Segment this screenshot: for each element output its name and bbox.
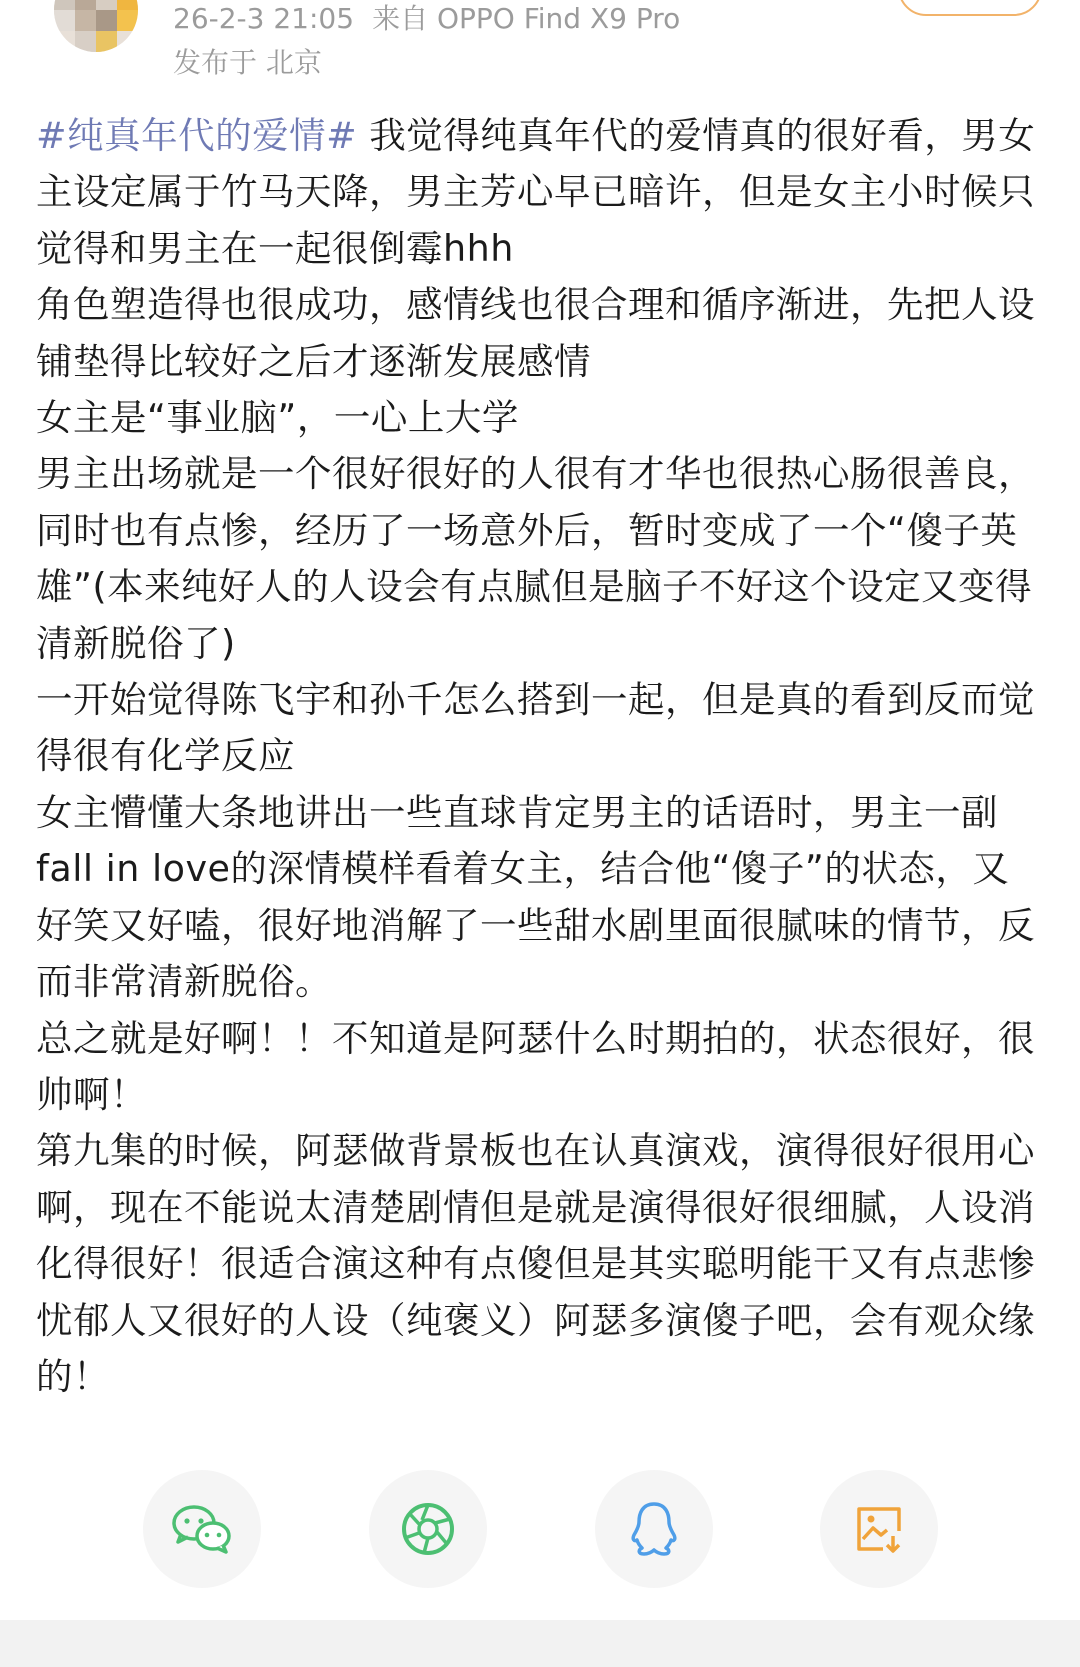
qq-icon [630, 1500, 678, 1558]
share-bar [0, 1470, 1080, 1588]
moments-icon [400, 1501, 456, 1557]
post-paragraph: 一开始觉得陈飞宇和孙千怎么搭到一起，但是真的看到反而觉得很有化学反应 [36, 678, 1035, 778]
post-meta [173, 2, 680, 36]
share-moments-button[interactable] [369, 1470, 487, 1588]
post-source: 来自 OPPO Find X9 Pro [372, 2, 681, 35]
post-paragraph-text: 我觉得纯真年代的爱情真的很好看，男女主设定属于竹马天降，男主芳心早已暗许，但是女主小时候只觉得和男主在一起很倒霉hhh [36, 114, 1036, 270]
post-paragraph: 女主懵懂大条地讲出一些直球肯定男主的话语时，男主一副fall in love的深情模样看着女主，结合他“傻子”的状态，又好笑又好嗑，很好地消解了一些甜水剧里面很腻味的情节，反而非常清新脱俗。 [36, 790, 1035, 1004]
bottom-divider [0, 1620, 1080, 1667]
post-paragraph: 总之就是好啊！！不知道是阿瑟什么时期拍的，状态很好，很帅啊！ [36, 1016, 1035, 1116]
post-paragraph [36, 108, 1046, 277]
share-qq-button[interactable] [595, 1470, 713, 1588]
post-paragraph: 男主出场就是一个很好很好的人很有才华也很热心肠很善良，同时也有点惨，经历了一场意外后，暂时变成了一个“傻子英雄”(本来纯好人的人设会有点腻但是脑子不好这个设定又变得清新脱俗了) [36, 452, 1035, 665]
follow-button[interactable] [898, 0, 1042, 16]
post-timestamp: 26-2-3 21:05 [173, 2, 355, 35]
save-image-icon [853, 1503, 905, 1555]
post-paragraph: 女主是“事业脑”，一心上大学 [36, 396, 519, 440]
hashtag-link[interactable]: #纯真年代的爱情# [36, 114, 358, 157]
post-location: 发布于 北京 [173, 46, 322, 79]
post-body [36, 108, 1046, 1405]
avatar[interactable] [54, 0, 138, 52]
post-paragraph: 角色塑造得也很成功，感情线也很合理和循序渐进，先把人设铺垫得比较好之后才逐渐发展感情 [36, 283, 1035, 383]
share-wechat-button[interactable] [143, 1470, 261, 1588]
share-save-image-button[interactable] [820, 1470, 938, 1588]
post-paragraph: 第九集的时候，阿瑟做背景板也在认真演戏，演得很好很用心啊，现在不能说太清楚剧情但是就是演得很好很细腻，人设消化得很好！很适合演这种有点傻但是其实聪明能干又有点悲惨忧郁人又很好的人设（纯褒义）阿瑟多演傻子吧，会有观众缘的！ [36, 1129, 1035, 1398]
wechat-icon [171, 1503, 233, 1555]
